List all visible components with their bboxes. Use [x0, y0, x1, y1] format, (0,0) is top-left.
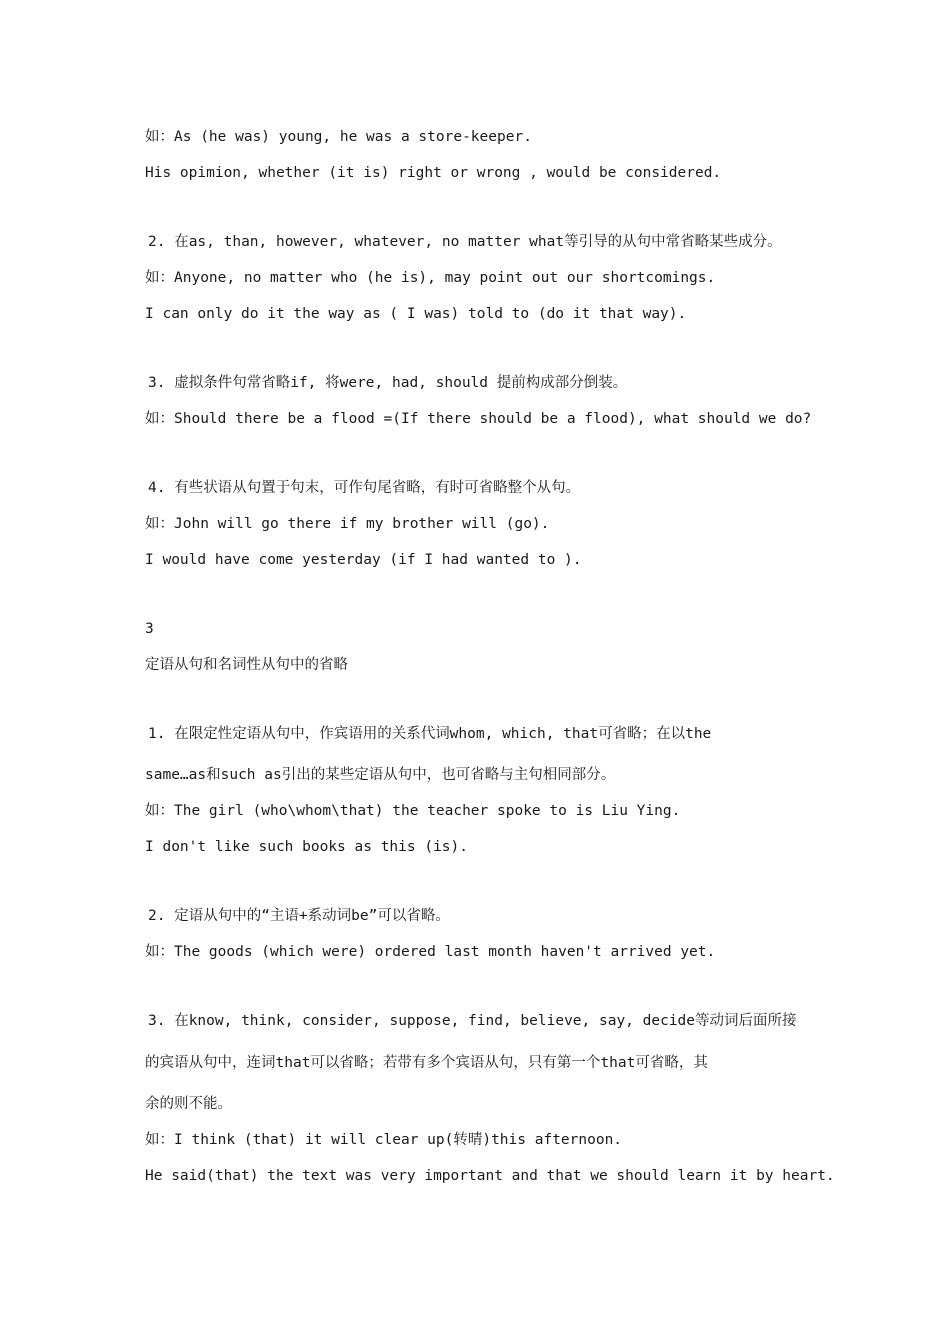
section-title: 定语从句和名词性从句中的省略: [145, 657, 348, 673]
rule-text: same…as和such as引出的某些定语从句中，也可省略与主句相同部分。: [145, 767, 616, 783]
example-sentence: 如：John will go there if my brother will (go).: [145, 516, 550, 532]
example-sentence: I would have come yesterday (if I had wanted to ).: [145, 552, 582, 568]
rule-text: 2. 在as, than, however, whatever, no matter what等引导的从句中常省略某些成分。: [148, 234, 782, 250]
section-number: 3: [145, 621, 154, 637]
example-sentence: 如：The girl (who\whom\that) the teacher spoke to is Liu Ying.: [145, 803, 681, 819]
example-sentence: 如：As (he was) young, he was a store-keeper.: [145, 129, 532, 145]
rule-text: 2. 定语从句中的“主语+系动词be”可以省略。: [148, 908, 450, 924]
rule-text: 3. 在know, think, consider, suppose, find, believe, say, decide等动词后面所接: [148, 1013, 797, 1029]
example-sentence: I don't like such books as this (is).: [145, 839, 469, 855]
rule-text: 的宾语从句中，连词that可以省略；若带有多个宾语从句，只有第一个that可省略，其: [145, 1055, 708, 1071]
example-sentence: He said(that) the text was very important and that we should learn it by heart.: [145, 1168, 835, 1184]
example-sentence: His opimion, whether (it is) right or wrong , would be considered.: [145, 165, 722, 181]
rule-text: 余的则不能。: [145, 1096, 232, 1112]
rule-text: 1. 在限定性定语从句中，作宾语用的关系代词whom, which, that可省略；在以the: [148, 726, 712, 742]
rule-text: 4. 有些状语从句置于句末，可作句尾省略，有时可省略整个从句。: [148, 480, 581, 496]
example-sentence: 如：Anyone, no matter who (he is), may point out our shortcomings.: [145, 270, 716, 286]
example-sentence: 如：Should there be a flood =(If there should be a flood), what should we do?: [145, 411, 812, 427]
example-sentence: 如：The goods (which were) ordered last month haven't arrived yet.: [145, 944, 716, 960]
example-sentence: 如：I think (that) it will clear up(转晴)this afternoon.: [145, 1132, 623, 1148]
rule-text: 3. 虚拟条件句常省略if, 将were, had, should 提前构成部分倒装。: [148, 375, 628, 391]
example-sentence: I can only do it the way as ( I was) told to (do it that way).: [145, 306, 687, 322]
